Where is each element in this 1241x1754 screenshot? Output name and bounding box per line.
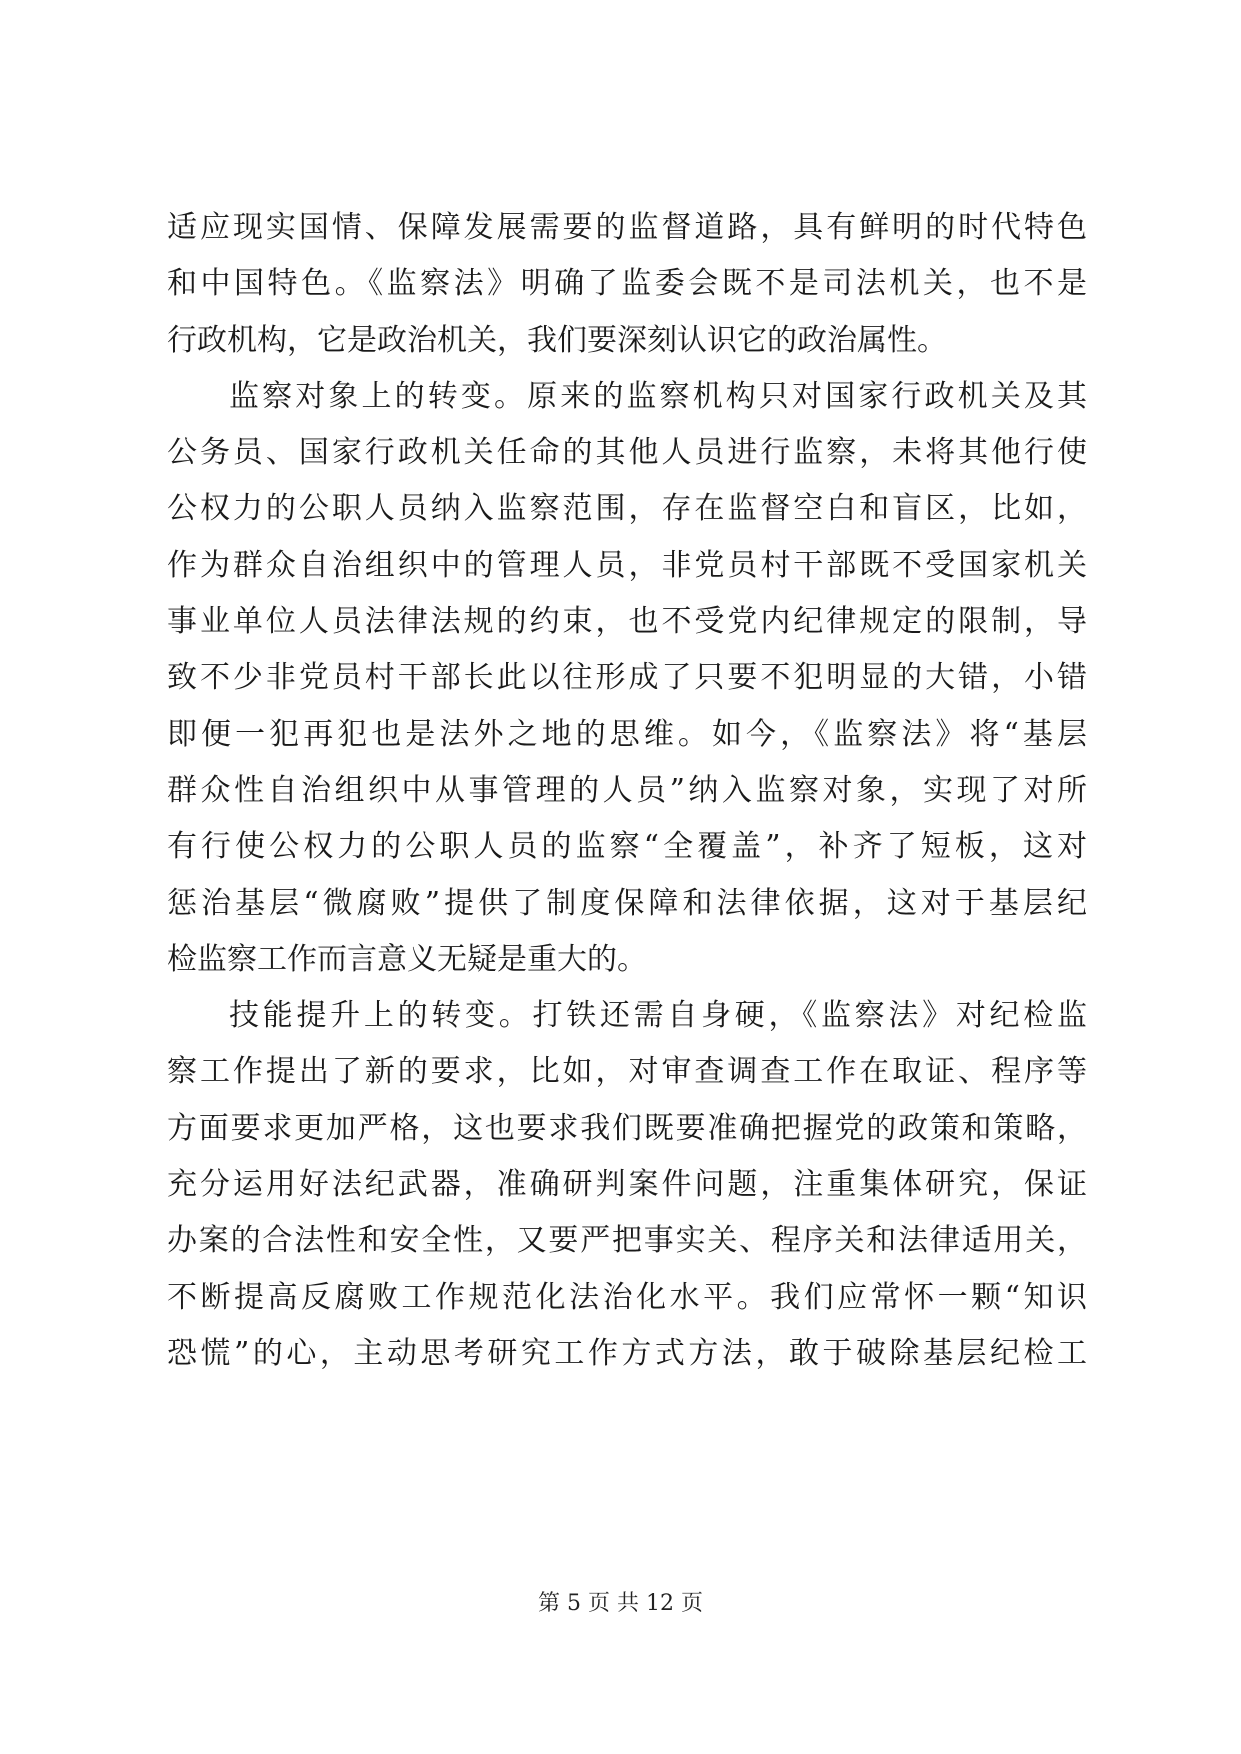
text-line: 检监察工作而言意义无疑是重大的。 — [167, 941, 647, 977]
paragraph-first-line: 监察对象上的转变。原来的监察机构只对国家行政机关及其 — [229, 378, 1087, 414]
text-line: 办案的合法性和安全性，又要严把事实关、程序关和法律适用关， — [167, 1223, 1087, 1259]
text-line: 即便一犯再犯也是法外之地的思维。如今，《监察法》将“基层 — [167, 716, 1087, 752]
text-line: 有行使公权力的公职人员的监察“全覆盖”，补齐了短板，这对 — [167, 829, 1087, 865]
text-line: 察工作提出了新的要求，比如，对审查调查工作在取证、程序等 — [167, 1054, 1087, 1090]
text-line: 事业单位人员法律法规的约束，也不受党内纪律规定的限制，导 — [167, 604, 1087, 640]
text-line: 不断提高反腐败工作规范化法治化水平。我们应常怀一颗“知识 — [167, 1279, 1087, 1315]
paragraph-first-line: 技能提升上的转变。打铁还需自身硬，《监察法》对纪检监 — [229, 998, 1087, 1034]
text-line: 惩治基层“微腐败”提供了制度保障和法律依据，这对于基层纪 — [167, 885, 1087, 921]
page-number-footer: 第 5 页 共 12 页 — [538, 1591, 703, 1616]
text-line: 行政机构，它是政治机关，我们要深刻认识它的政治属性。 — [167, 322, 947, 358]
text-line: 公权力的公职人员纳入监察范围，存在监督空白和盲区，比如， — [167, 491, 1087, 527]
text-line: 充分运用好法纪武器，准确研判案件问题，注重集体研究，保证 — [167, 1167, 1087, 1203]
text-line: 恐慌”的心，主动思考研究工作方式方法，敢于破除基层纪检工 — [167, 1335, 1087, 1371]
text-line: 适应现实国情、保障发展需要的监督道路，具有鲜明的时代特色 — [167, 210, 1087, 245]
body-text — [167, 200, 1087, 1382]
text-line: 方面要求更加严格，这也要求我们既要准确把握党的政策和策略， — [167, 1110, 1087, 1146]
text-line: 致不少非党员村干部长此以往形成了只要不犯明显的大错，小错 — [167, 660, 1087, 696]
text-line: 和中国特色。《监察法》明确了监委会既不是司法机关，也不是 — [167, 266, 1087, 302]
text-line: 公务员、国家行政机关任命的其他人员进行监察，未将其他行使 — [167, 435, 1087, 471]
text-line: 作为群众自治组织中的管理人员，非党员村干部既不受国家机关 — [167, 547, 1087, 583]
text-line: 群众性自治组织中从事管理的人员”纳入监察对象，实现了对所 — [167, 772, 1087, 808]
